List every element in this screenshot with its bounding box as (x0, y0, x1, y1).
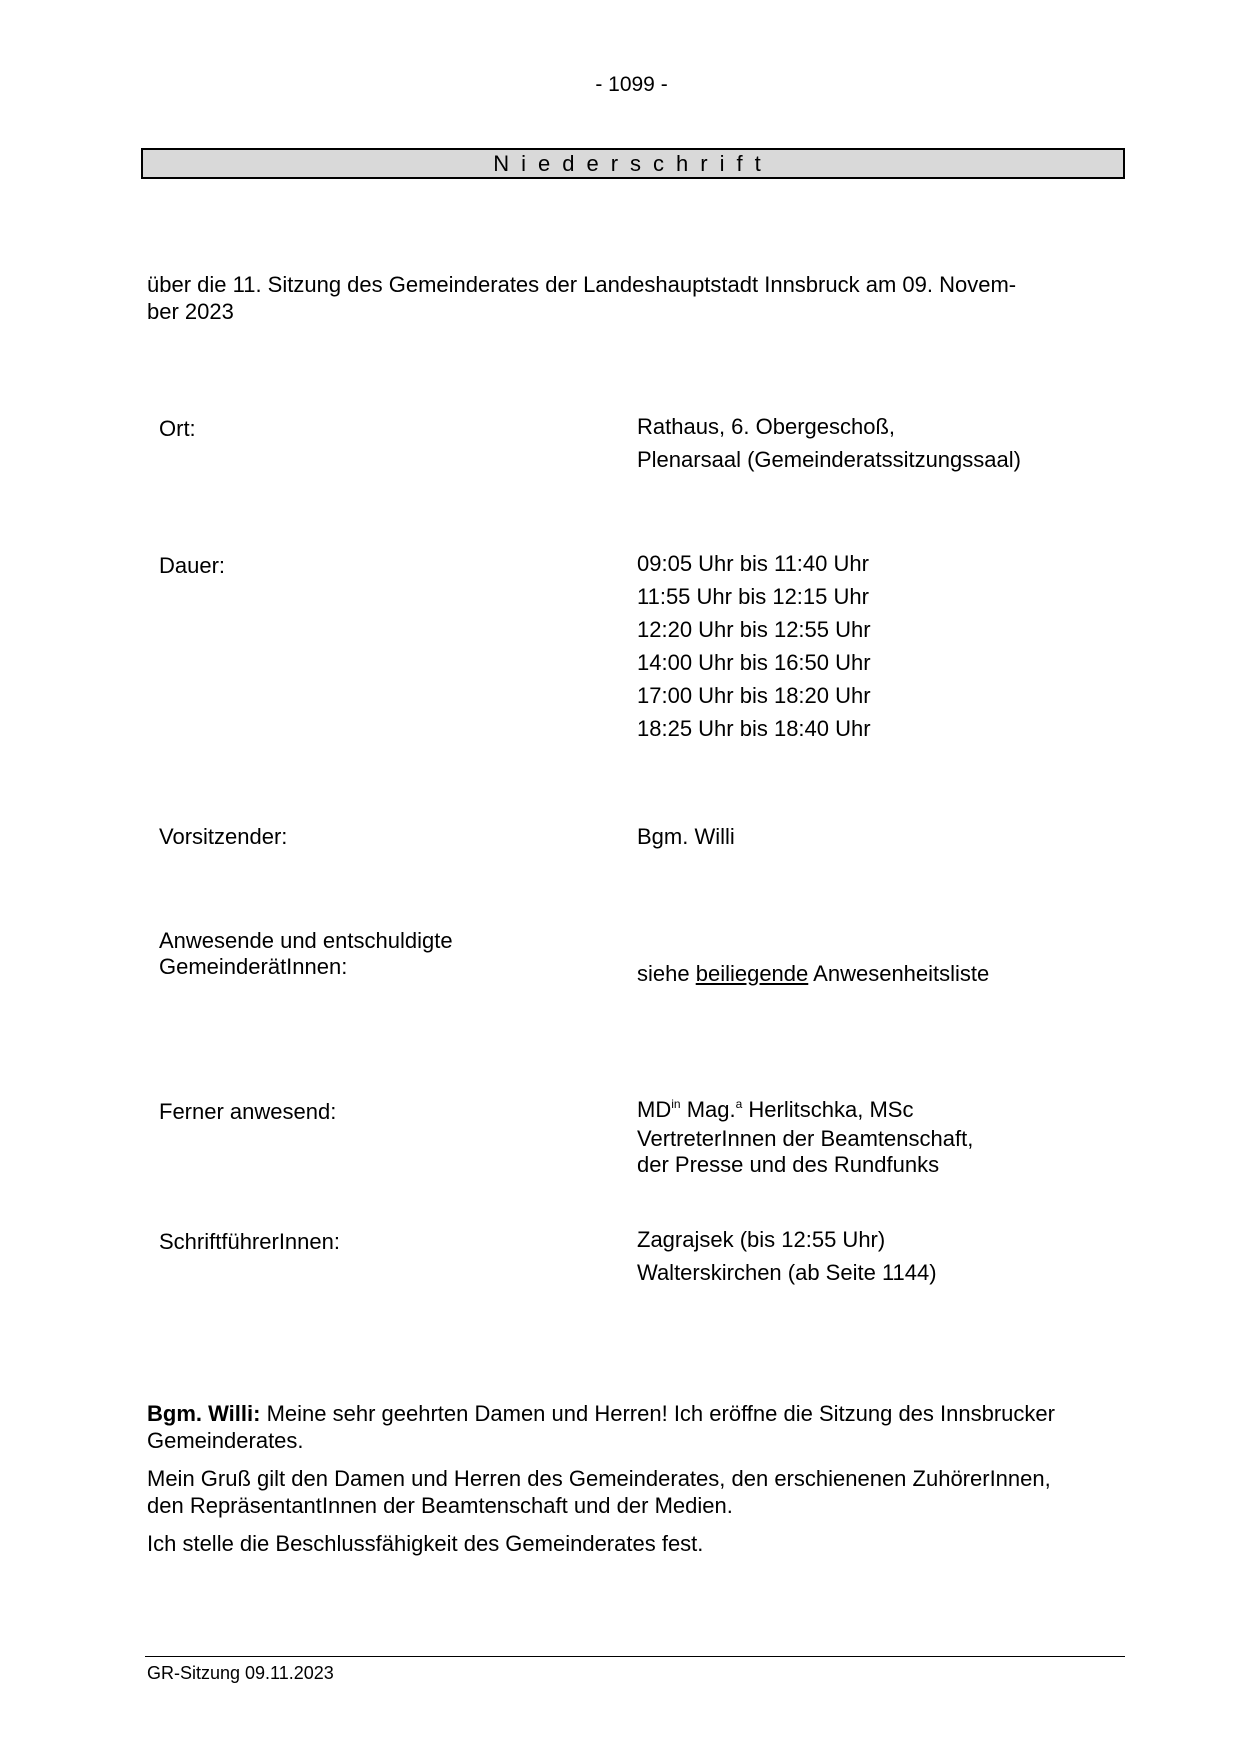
dauer-line: 17:00 Uhr bis 18:20 Uhr (637, 683, 871, 708)
ferner-line-1 (637, 1093, 973, 1126)
dauer-label: Dauer: (159, 553, 226, 578)
speech-p2-line-2: den RepräsentantInnen der Beamtenschaft und der Medien. (147, 1493, 733, 1518)
ort-line: Rathaus, 6. Obergeschoß, (637, 414, 896, 439)
schriftfuehrer-line: Walterskirchen (ab Seite 1144) (637, 1260, 937, 1285)
speech-paragraph-1 (147, 1400, 1107, 1454)
schriftfuehrer-value (637, 1223, 937, 1289)
ferner-line-3: der Presse und des Rundfunks (637, 1152, 940, 1177)
anwesende-label (159, 928, 453, 980)
speaker-name: Bgm. Willi: (147, 1401, 261, 1426)
vorsitzender-label: Vorsitzender: (159, 824, 288, 849)
ferner-label: Ferner anwesend: (159, 1099, 337, 1124)
footer-text: GR-Sitzung 09.11.2023 (147, 1663, 334, 1683)
md-sup: in (671, 1097, 681, 1111)
ort-label: Ort: (159, 416, 196, 441)
speech-paragraph-3: Ich stelle die Beschlussfähigkeit des Gemeinderates fest. (147, 1531, 704, 1556)
footer-divider (145, 1656, 1125, 1657)
md-title: MD (637, 1097, 672, 1122)
ferner-value (637, 1093, 973, 1178)
dauer-value (637, 547, 871, 745)
speech-p1-line-1: Meine sehr geehrten Damen und Herren! Ich eröffne die Sitzung des Innsbrucker (266, 1401, 1055, 1426)
ort-value (637, 410, 1021, 476)
ferner-name: Herlitschka, MSc (748, 1097, 914, 1122)
anwesende-underlined: beiliegende (695, 961, 809, 986)
intro-line-2: ber 2023 (147, 299, 234, 324)
ort-line: Plenarsaal (Gemeinderatssitzungssaal) (637, 447, 1021, 472)
dauer-line: 14:00 Uhr bis 16:50 Uhr (637, 650, 871, 675)
dauer-line: 18:25 Uhr bis 18:40 Uhr (637, 716, 871, 741)
mag-title: Mag. (686, 1097, 736, 1122)
schriftfuehrer-label: SchriftführerInnen: (159, 1229, 340, 1254)
dauer-line: 11:55 Uhr bis 12:15 Uhr (637, 584, 869, 609)
mag-sup: a (735, 1097, 743, 1111)
vorsitzender-value: Bgm. Willi (637, 824, 735, 849)
dauer-line: 12:20 Uhr bis 12:55 Uhr (637, 617, 871, 642)
dauer-line: 09:05 Uhr bis 11:40 Uhr (637, 551, 869, 576)
speech-p2-line-1: Mein Gruß gilt den Damen und Herren des Gemeinderates, den erschienenen ZuhörerInnen, (147, 1466, 1051, 1491)
anwesende-label-line: GemeinderätInnen: (159, 954, 348, 979)
anwesende-prefix: siehe (637, 961, 690, 986)
speech-p1-line-2: Gemeinderates. (147, 1428, 304, 1453)
document-title: Niederschrift (141, 148, 1125, 179)
ferner-line-2: VertreterInnen der Beamtenschaft, (637, 1126, 974, 1151)
page-number: - 1099 - (595, 73, 668, 96)
anwesende-suffix: Anwesenheitsliste (813, 961, 990, 986)
speech-paragraph-2 (147, 1465, 1107, 1519)
anwesende-label-line: Anwesende und entschuldigte (159, 928, 453, 953)
intro-text (147, 271, 1067, 325)
schriftfuehrer-line: Zagrajsek (bis 12:55 Uhr) (637, 1227, 886, 1252)
anwesende-value (637, 961, 989, 987)
intro-line-1: über die 11. Sitzung des Gemeinderates der Landeshauptstadt Innsbruck am 09. Novem- (147, 272, 1017, 297)
